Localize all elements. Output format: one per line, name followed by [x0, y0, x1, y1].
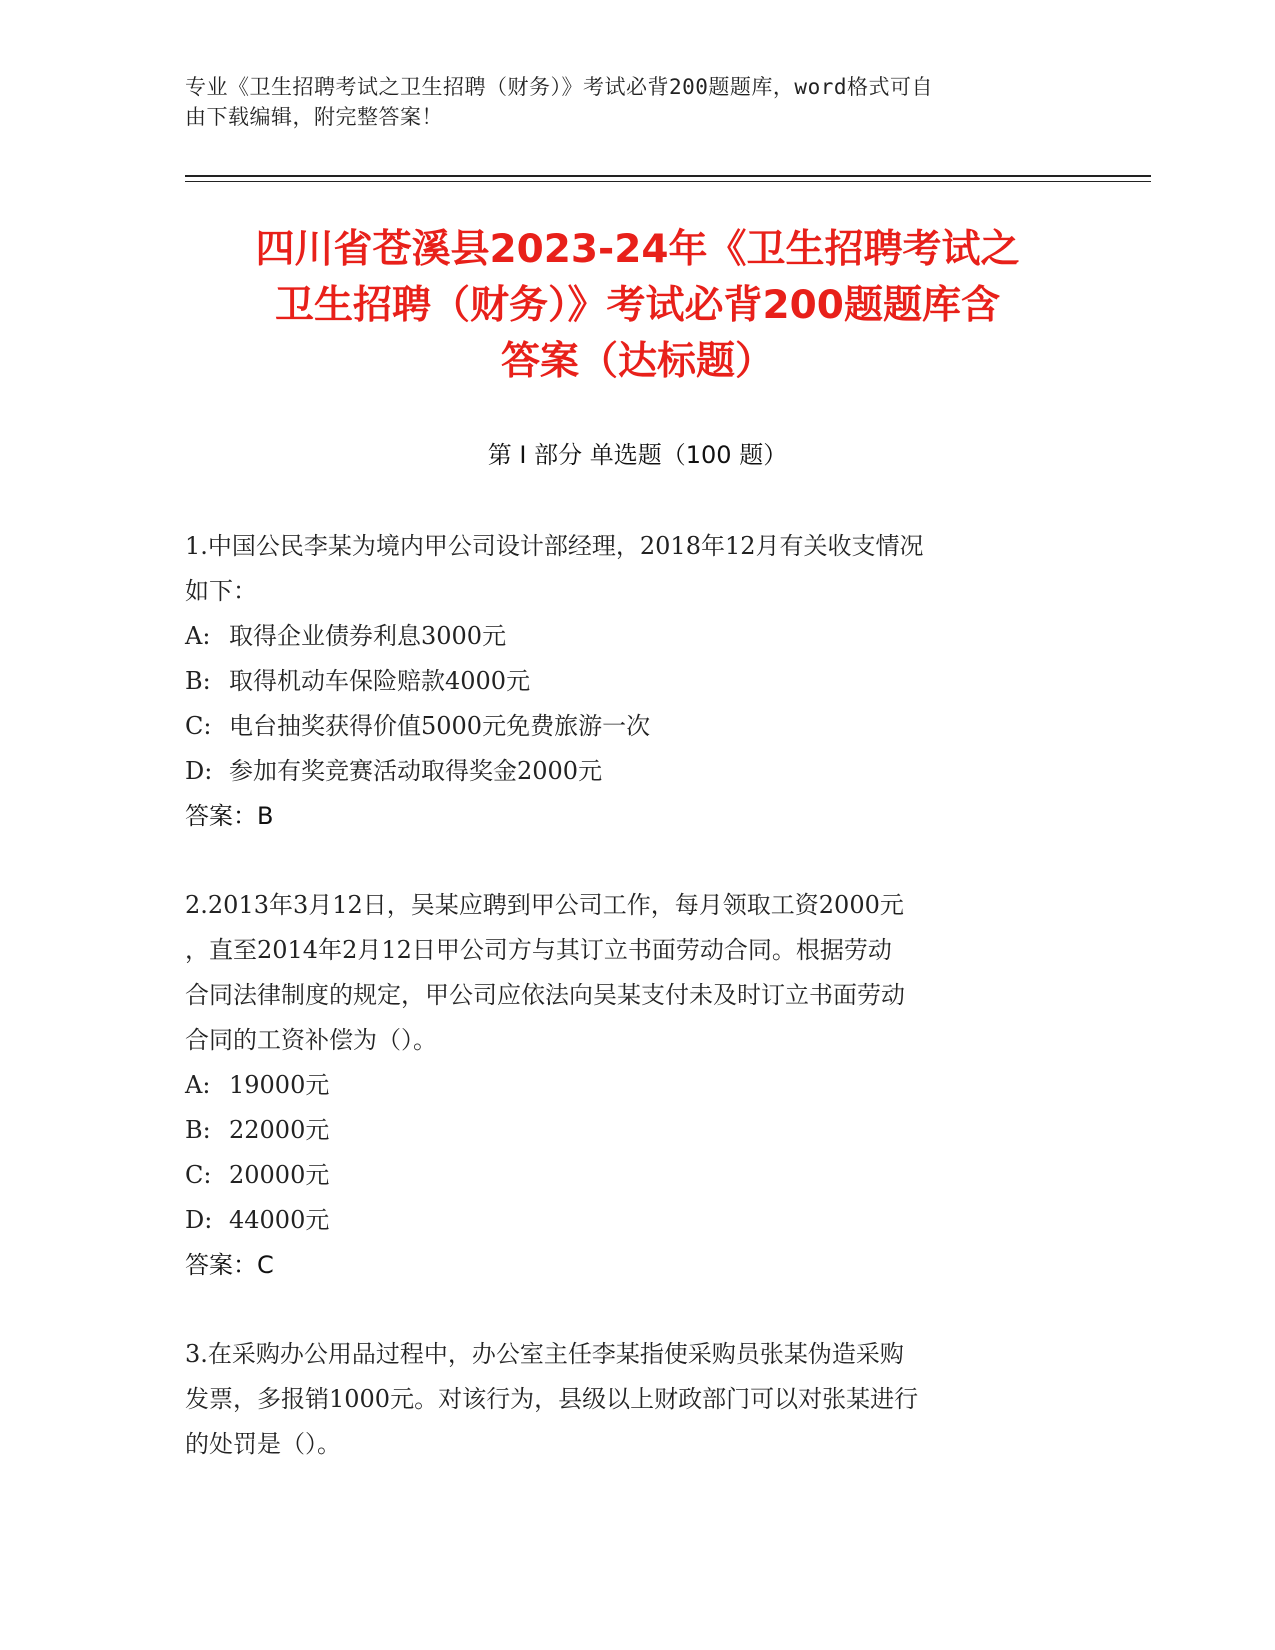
option-label: C: [185, 712, 212, 740]
option-label: D: [185, 757, 213, 785]
question-stem-line: 1.中国公民李某为境内甲公司设计部经理，2018年12月有关收支情况 [185, 532, 924, 560]
option-label: A: [185, 1071, 211, 1099]
option-a [185, 614, 1090, 659]
question-stem-line: 2.2013年3月12日，吴某应聘到甲公司工作，每月领取工资2000元 [185, 891, 904, 919]
option-text: 44000元 [229, 1206, 330, 1234]
header-note [185, 72, 1065, 132]
option-text: 取得企业债券利息3000元 [229, 622, 507, 650]
option-b [185, 659, 1090, 704]
option-label: A: [185, 622, 211, 650]
option-text: 20000元 [229, 1161, 330, 1189]
option-label: B: [185, 667, 211, 695]
question-2 [185, 883, 1090, 1288]
question-stem-line: ，直至2014年2月12日甲公司方与其订立书面劳动合同。根据劳动 [185, 936, 892, 964]
question-3 [185, 1332, 1090, 1467]
header-note-line-1: 专业《卫生招聘考试之卫生招聘（财务）》考试必背200题题库，word格式可自 [185, 75, 933, 99]
question-stem-line: 合同的工资补偿为（）。 [185, 1026, 437, 1054]
option-c [185, 1153, 1090, 1198]
option-text: 19000元 [229, 1071, 330, 1099]
question-stem-line: 合同法律制度的规定，甲公司应依法向吴某支付未及时订立书面劳动 [185, 981, 905, 1009]
option-label: D: [185, 1206, 213, 1234]
option-label: C: [185, 1161, 212, 1189]
option-text: 取得机动车保险赔款4000元 [229, 667, 531, 695]
document-title-line-2: 卫生招聘（财务）》考试必背200题题库含 [275, 283, 1000, 328]
option-text: 22000元 [229, 1116, 330, 1144]
option-a [185, 1063, 1090, 1108]
document-title-line-3: 答案（达标题） [500, 339, 774, 384]
question-stem-line: 的处罚是（）。 [185, 1430, 341, 1458]
header-divider-thin [185, 181, 1151, 182]
option-text: 电台抽奖获得价值5000元免费旅游一次 [229, 712, 651, 740]
document-title-line-1: 四川省苍溪县2023-24年《卫生招聘考试之 [255, 227, 1020, 272]
option-c [185, 704, 1090, 749]
option-b [185, 1108, 1090, 1153]
question-stem-line: 发票，多报销1000元。对该行为，县级以上财政部门可以对张某进行 [185, 1385, 919, 1413]
document-title [185, 222, 1090, 390]
option-text: 参加有奖竞赛活动取得奖金2000元 [229, 757, 603, 785]
option-label: B: [185, 1116, 211, 1144]
option-d [185, 1198, 1090, 1243]
header-divider-thick [185, 175, 1151, 177]
question-1 [185, 524, 1090, 839]
question-stem-line: 3.在采购办公用品过程中，办公室主任李某指使采购员张某伪造采购 [185, 1340, 904, 1368]
option-d [185, 749, 1090, 794]
question-stem-line: 如下： [185, 577, 257, 605]
section-heading: 第 I 部分 单选题（100 题） [487, 441, 788, 469]
answer-text: 答案：C [185, 1251, 274, 1279]
header-note-line-2: 由下载编辑，附完整答案！ [185, 105, 443, 129]
answer-text: 答案：B [185, 802, 274, 830]
question-list [185, 524, 1090, 1511]
